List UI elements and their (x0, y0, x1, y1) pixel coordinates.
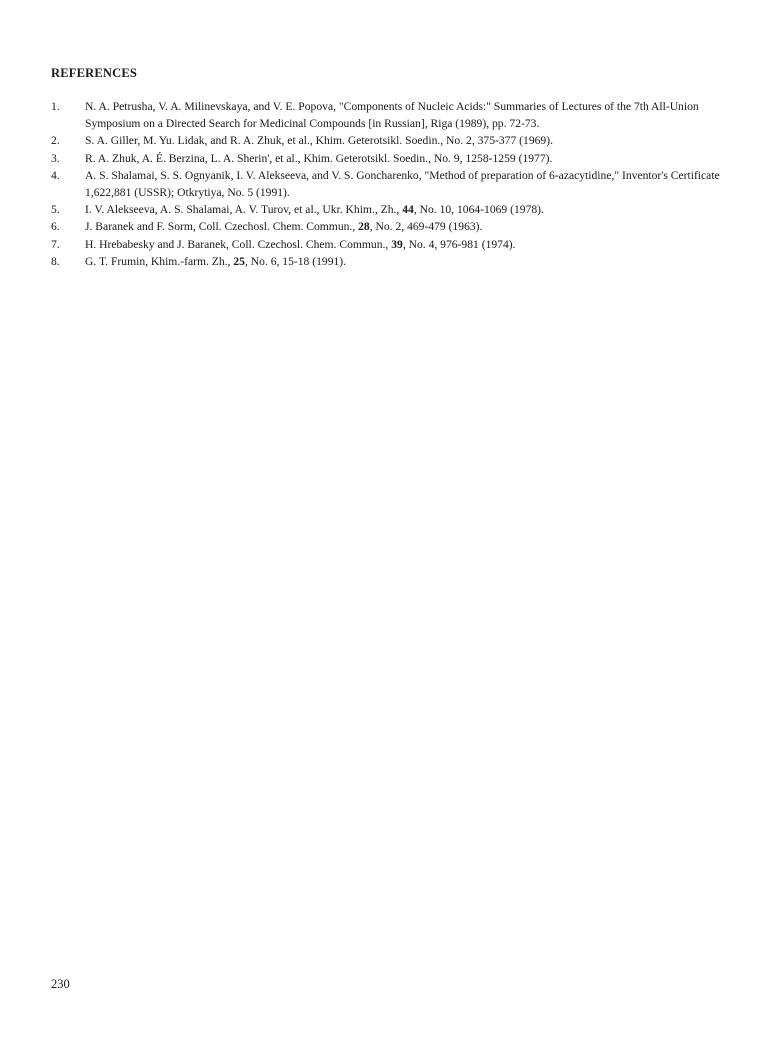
reference-text-part: , No. 2, 469-479 (1963). (369, 220, 483, 234)
volume-number: 25 (233, 254, 245, 268)
reference-number: 4. (51, 168, 60, 182)
reference-text-part: N. A. Petrusha, V. A. Milinevskaya, and V. E. Popova, "Components of Nucleic Acids:" Summaries of Lectures of the 7th All-Union Symposium on a Directed Search for Medicinal Compounds [in Russian], Riga (1989), pp. 72-73. (85, 100, 699, 131)
reference-text (85, 150, 721, 167)
reference-text-part: R. A. Zhuk, A. É. Berzina, L. A. Sherin', et al., Khim. Geterotsikl. Soedin., No. 9, 1258-1259 (1977). (85, 151, 553, 165)
volume-number: 39 (391, 237, 403, 251)
reference-number: 8. (51, 254, 60, 268)
reference-item (51, 132, 721, 149)
reference-list (51, 98, 721, 270)
reference-number: 3. (51, 151, 60, 165)
reference-text-part: H. Hrebabesky and J. Baranek, Coll. Czechosl. Chem. Commun., (85, 237, 392, 251)
reference-text-part: , No. 4, 976-981 (1974). (402, 237, 516, 251)
reference-text (85, 253, 721, 270)
reference-item (51, 236, 721, 253)
references-heading: REFERENCES (51, 66, 138, 80)
reference-text-part: A. S. Shalamai, S. S. Ognyanik, I. V. Alekseeva, and V. S. Goncharenko, "Method of preparation of 6-azacytidine," Inventor's Certificate 1,622,881 (USSR); Otkrytiya, No. 5 (1991). (85, 168, 720, 200)
reference-item (51, 167, 721, 201)
reference-number: 5. (51, 203, 60, 217)
reference-number: 2. (51, 134, 60, 148)
reference-text (85, 201, 721, 218)
reference-number: 6. (51, 220, 60, 234)
reference-text-part: J. Baranek and F. Sorm, Coll. Czechosl. Chem. Commun., (85, 220, 359, 234)
reference-item (51, 253, 721, 270)
reference-text (85, 236, 721, 253)
reference-text (85, 218, 721, 235)
reference-item (51, 201, 721, 218)
reference-text-part: G. T. Frumin, Khim.-farm. Zh., (85, 254, 234, 268)
reference-number: 1. (51, 100, 60, 113)
reference-text-part: S. A. Giller, M. Yu. Lidak, and R. A. Zhuk, et al., Khim. Geterotsikl. Soedin., No. 2, 375-377 (1969). (85, 134, 553, 148)
reference-number: 7. (51, 237, 60, 251)
reference-text-part: , No. 6, 15-18 (1991). (244, 254, 347, 268)
reference-item (51, 218, 721, 235)
reference-text-part: I. V. Alekseeva, A. S. Shalamai, A. V. Turov, et al., Ukr. Khim., Zh., (85, 203, 403, 217)
reference-text (85, 167, 721, 201)
volume-number: 44 (402, 203, 414, 217)
reference-item (51, 150, 721, 167)
volume-number: 28 (358, 220, 370, 234)
reference-text (85, 98, 721, 132)
page-number: 230 (51, 977, 70, 991)
reference-item (51, 98, 721, 132)
reference-text-part: , No. 10, 1064-1069 (1978). (413, 203, 544, 217)
reference-text (85, 132, 721, 149)
